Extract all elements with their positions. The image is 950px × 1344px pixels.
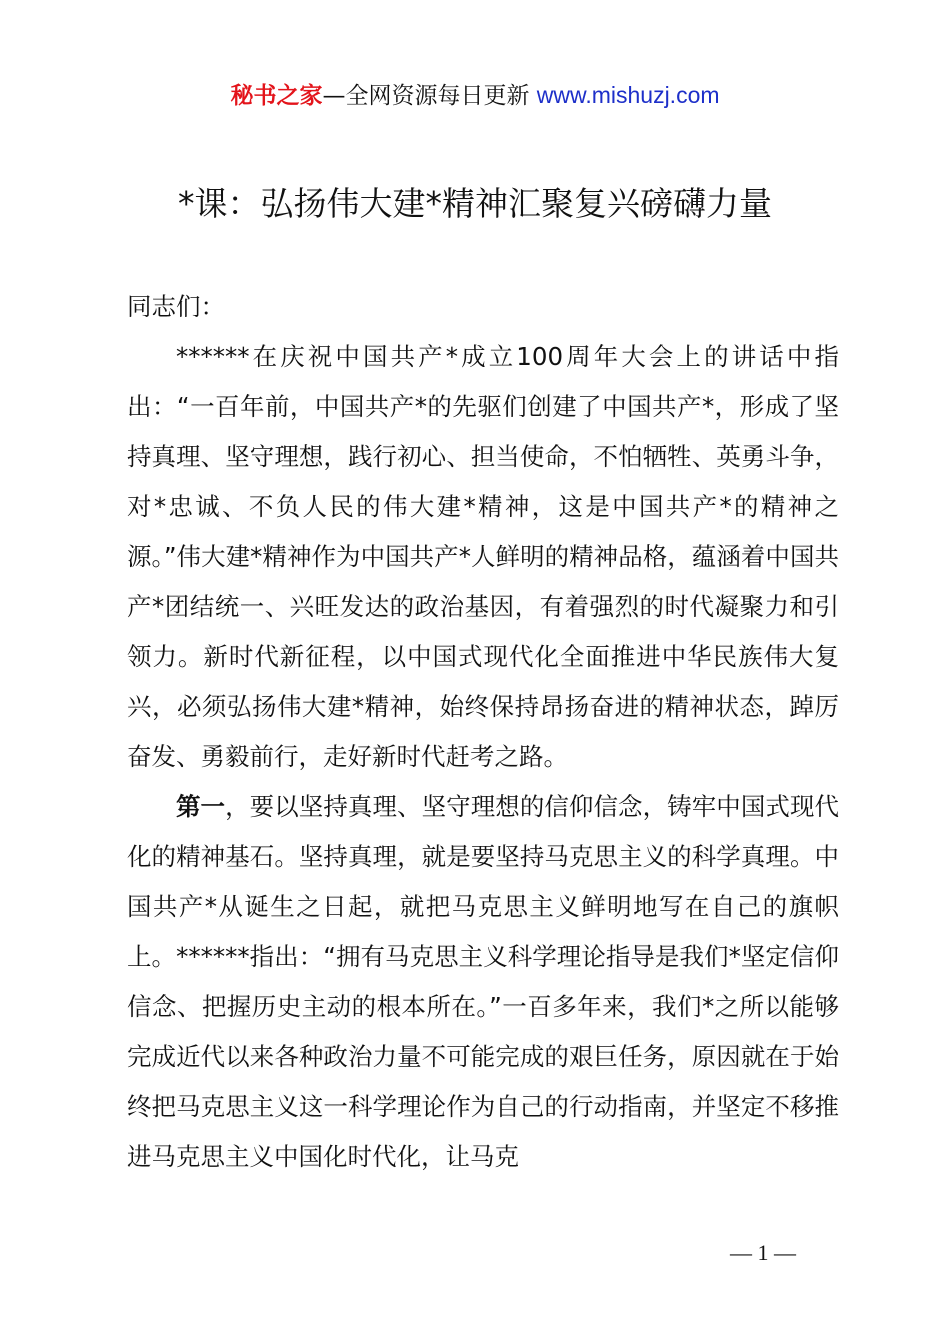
header-slogan: —全网资源每日更新 <box>322 83 530 109</box>
brand-name: 秘书之家 <box>230 83 323 109</box>
paragraph-1: ******在庆祝中国共产*成立100周年大会上的讲话中指出：“一百年前，中国共产*的先驱们创建了中国共产*，形成了坚持真理、坚守理想，践行初心、担当使命，不怕牺牲、英勇斗争，对*忠诚、不负人民的伟大建*精神，这是中国共产*的精神之源。”伟大建*精神作为中国共产*人鲜明的精神品格，蕴涵着中国共产*团结统一、兴旺发达的政治基因，有着强烈的时代凝聚力和引领力。新时代新征程，以中国式现代化全面推进中华民族伟大复兴，必须弘扬伟大建*精神，始终保持昂扬奋进的精神状态，踔厉奋发、勇毅前行，走好新时代赶考之路。 <box>127 342 839 771</box>
document-body <box>127 282 839 1182</box>
salutation: 同志们： <box>127 292 225 321</box>
paragraph-2 <box>127 782 839 1182</box>
site-url-link[interactable]: www.mishuzj.com <box>536 82 720 108</box>
document-title: *课：弘扬伟大建*精神汇聚复兴磅礴力量 <box>178 184 772 223</box>
page-number: — 1 — <box>730 1240 796 1265</box>
site-header <box>0 78 950 113</box>
paragraph-2-text: ，要以坚持真理、坚守理想的信仰信念，铸牢中国式现代化的精神基石。坚持真理，就是要坚持马克思主义的科学真理。中国共产*从诞生之日起，就把马克思主义鲜明地写在自己的旗帜上。******指出：“拥有马克思主义科学理论指导是我们*坚定信仰信念、把握历史主动的根本所在。”一百多年来，我们*之所以能够完成近代以来各种政治力量不可能完成的艰巨任务，原因就在于始终把马克思主义这一科学理论作为自己的行动指南，并坚定不移推进马克思主义中国化时代化，让马克 <box>127 792 840 1171</box>
paragraph-lead: 第一 <box>176 792 226 821</box>
